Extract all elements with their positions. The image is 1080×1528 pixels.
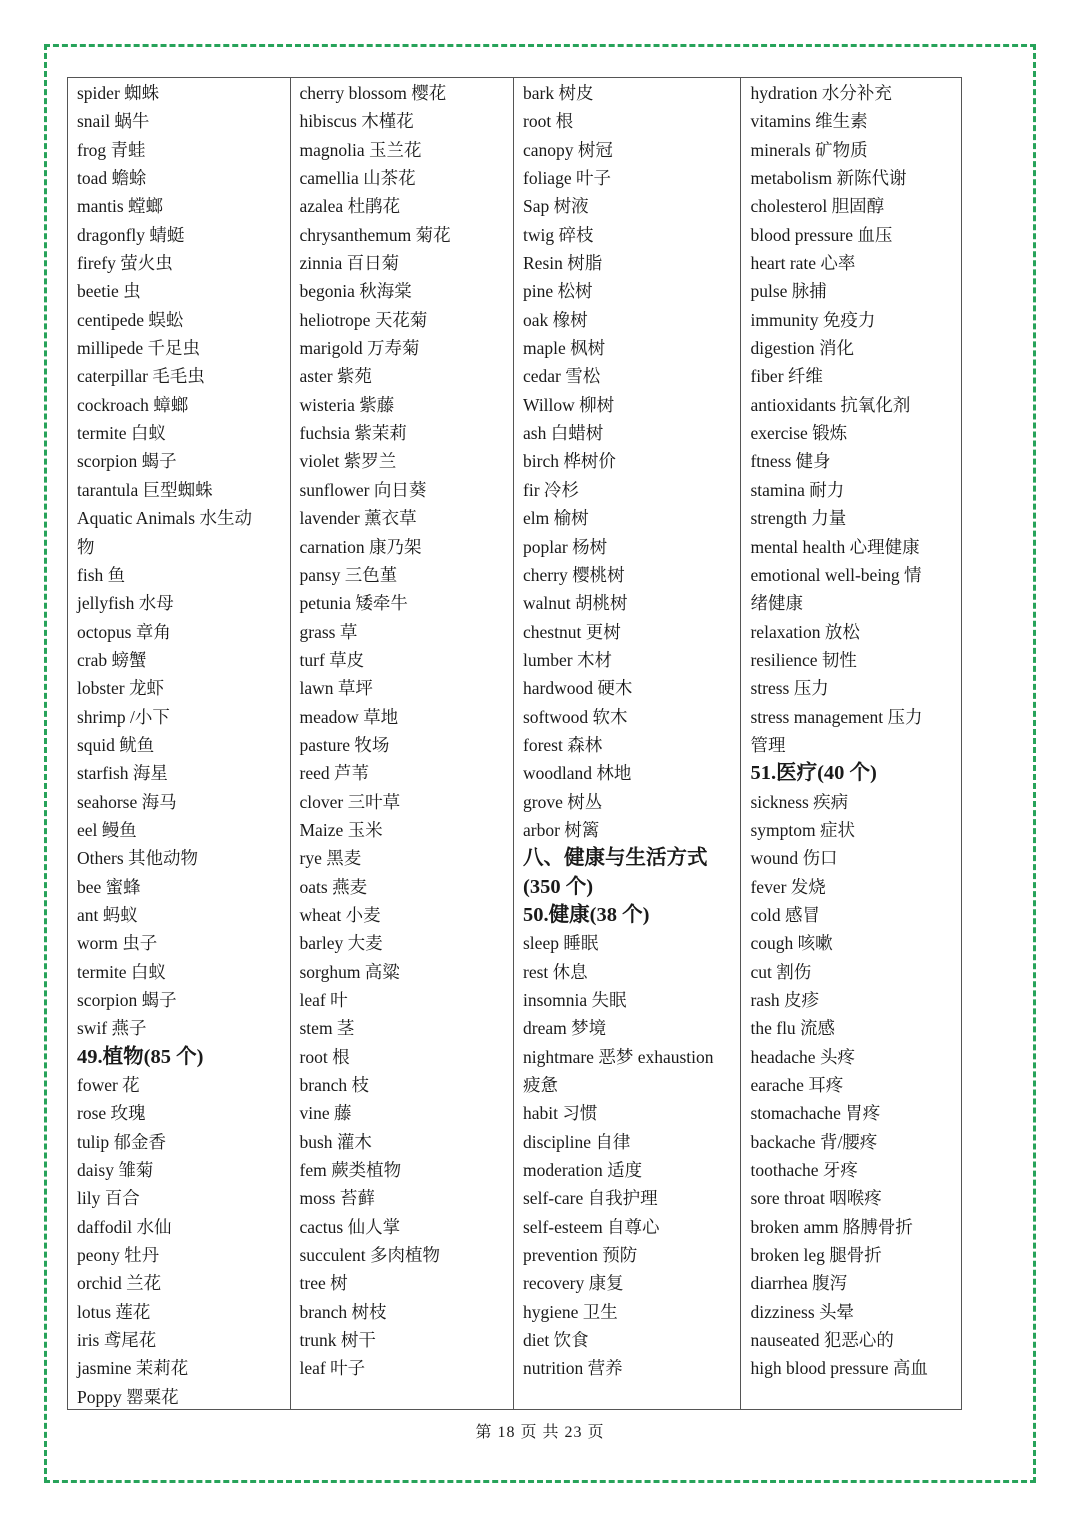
vocab-entry: stress management 压力 (750, 706, 923, 727)
vocab-entry: aster 紫苑 (299, 366, 372, 387)
vocab-entry: 50.健康(38 个) (523, 903, 650, 926)
vocab-entry: the flu 流感 (750, 1018, 836, 1039)
vocab-entry: Aquatic Animals 水生动 (77, 508, 252, 529)
vocab-entry: oats 燕麦 (299, 876, 368, 897)
vocab-entry: centipede 蜈蚣 (77, 309, 184, 330)
vocab-entry: ash 白蜡树 (523, 423, 604, 444)
vocab-entry: pulse 脉捕 (750, 281, 827, 302)
vocab-entry: lawn 草坪 (299, 678, 373, 699)
vocab-entry: cactus 仙人掌 (299, 1216, 401, 1237)
vocab-entry: root 根 (299, 1046, 350, 1067)
vocab-entry: stamina 耐力 (750, 479, 845, 500)
vocab-entry: pansy 三色堇 (299, 564, 398, 585)
vocab-entry: trunk 树干 (299, 1330, 376, 1351)
vocab-entry: oak 橡树 (523, 309, 588, 330)
vocab-entry: sickness 疾病 (750, 791, 849, 812)
vocab-entry: camellia 山茶花 (299, 168, 416, 189)
vocab-entry: fish 鱼 (77, 564, 126, 585)
vocab-entry: heart rate 心率 (750, 253, 856, 274)
vocab-entry: rest 休息 (523, 961, 588, 982)
vocab-entry: nauseated 犯恶心的 (750, 1330, 894, 1351)
vocab-entry: beetie 虫 (77, 281, 141, 302)
vocab-entry: fower 花 (77, 1075, 140, 1096)
vocab-entry: heliotrope 天花菊 (299, 309, 428, 330)
vocab-entry: reed 芦苇 (299, 763, 369, 784)
vocab-entry: grove 树丛 (523, 791, 603, 812)
vocab-entry: cedar 雪松 (523, 366, 601, 387)
vocab-entry: forest 森林 (523, 734, 603, 755)
vocab-entry: swif 燕子 (77, 1018, 147, 1039)
vocab-entry: nutrition 营养 (523, 1358, 623, 1379)
vocab-entry: moderation 适度 (523, 1160, 643, 1181)
vocab-entry: Maize 玉米 (299, 819, 383, 840)
vocab-entry: tree 树 (299, 1273, 348, 1294)
vocab-entry: jellyfish 水母 (77, 593, 174, 614)
vocab-entry: frog 青蛙 (77, 139, 146, 160)
vocab-entry: caterpillar 毛毛虫 (77, 366, 205, 387)
vocab-entry: termite 白蚁 (77, 423, 166, 444)
vocab-entry: stem 茎 (299, 1018, 355, 1039)
vocab-entry: foliage 叶子 (523, 168, 611, 189)
vocab-entry: tulip 郁金香 (77, 1131, 166, 1152)
vocab-entry: lumber 木材 (523, 649, 612, 670)
vocab-entry: dream 梦境 (523, 1018, 607, 1039)
vocab-entry: high blood pressure 高血 (750, 1358, 928, 1379)
vocab-entry: squid 鱿鱼 (77, 734, 155, 755)
vocab-entry: softwood 软木 (523, 706, 628, 727)
vocab-entry: cockroach 蟑螂 (77, 394, 189, 415)
vocab-entry: arbor 树篱 (523, 819, 600, 840)
vocab-entry: earache 耳疼 (750, 1075, 844, 1096)
vocab-entry: scorpion 蝎子 (77, 451, 177, 472)
vocab-entry: chestnut 更树 (523, 621, 621, 642)
vocab-entry: nightmare 恶梦 exhaustion (523, 1046, 714, 1067)
vocab-entry: peony 牡丹 (77, 1245, 160, 1266)
vocab-entry: lobster 龙虾 (77, 678, 165, 699)
vocab-entry: clover 三叶草 (299, 791, 401, 812)
vocab-entry: firefy 萤火虫 (77, 253, 173, 274)
vocab-entry: prevention 预防 (523, 1245, 638, 1266)
vocab-entry: snail 蜗牛 (77, 111, 150, 132)
vocab-entry: self-care 自我护理 (523, 1188, 658, 1209)
vocab-entry: dizziness 头晕 (750, 1301, 855, 1322)
vocab-entry: scorpion 蝎子 (77, 990, 177, 1010)
vocab-entry: relaxation 放松 (750, 621, 860, 642)
vocab-entry: chrysanthemum 菊花 (299, 224, 451, 245)
vocab-entry: tarantula 巨型蜘蛛 (77, 479, 213, 500)
vocab-entry: hygiene 卫生 (523, 1301, 618, 1322)
vocab-entry: blood pressure 血压 (750, 224, 893, 245)
vocab-entry: cough 咳嗽 (750, 933, 833, 954)
vocab-entry: fever 发烧 (750, 876, 826, 897)
vocab-entry: birch 桦树价 (523, 451, 616, 472)
vocab-entry: 管理 (750, 734, 786, 755)
vocab-entry: branch 枝 (299, 1075, 369, 1096)
vocab-entry: rye 黑麦 (299, 848, 362, 869)
vocab-entry: habit 习惯 (523, 1103, 598, 1124)
vocab-entry: self-esteem 自尊心 (523, 1216, 660, 1237)
vocab-entry: woodland 林地 (523, 763, 632, 784)
vocabulary-table (67, 77, 962, 1410)
vocab-entry: azalea 杜鹃花 (299, 196, 401, 217)
vocab-entry: Poppy 罂粟花 (77, 1386, 179, 1407)
vocab-entry: rash 皮疹 (750, 990, 820, 1010)
vocab-entry: leaf 叶子 (299, 1358, 366, 1379)
vocab-entry: termite 白蚁 (77, 961, 166, 982)
vocab-entry: Resin 树脂 (523, 253, 603, 274)
vocab-entry: broken amm 胳膊骨折 (750, 1216, 913, 1237)
vocab-entry: fem 蕨类植物 (299, 1160, 402, 1181)
vocab-entry: petunia 矮牵牛 (299, 593, 408, 614)
vocab-entry: lily 百合 (77, 1188, 140, 1209)
vocab-entry: toothache 牙疼 (750, 1160, 858, 1181)
vocab-entry: root 根 (523, 111, 574, 132)
vocab-entry: walnut 胡桃树 (523, 593, 628, 614)
vocab-entry: sleep 睡眠 (523, 933, 599, 954)
vocab-entry: stress 压力 (750, 678, 829, 699)
vocab-entry: crab 螃蟹 (77, 649, 147, 670)
vocab-entry: maple 枫树 (523, 338, 606, 359)
vocab-entry: cherry 樱桃树 (523, 564, 625, 585)
vocab-entry: Willow 柳树 (523, 394, 615, 415)
vocab-entry: fuchsia 紫茉莉 (299, 423, 407, 444)
vocab-entry: bee 蜜蜂 (77, 876, 141, 897)
vocab-entry: orchid 兰花 (77, 1273, 162, 1294)
vocab-entry: eel 鳗鱼 (77, 819, 137, 840)
vocab-entry: exercise 锻炼 (750, 423, 848, 444)
vocab-entry: wisteria 紫藤 (299, 394, 395, 415)
vocab-entry: daisy 雏菊 (77, 1160, 154, 1181)
vocab-entry: stomachache 胃疼 (750, 1103, 881, 1124)
vocab-entry: hardwood 硬木 (523, 678, 633, 699)
page-number: 第 18 页 共 23 页 (475, 1424, 605, 1441)
vocab-entry: 物 (77, 536, 95, 557)
vocab-entry: lotus 莲花 (77, 1301, 151, 1322)
vocab-entry: cherry blossom 樱花 (299, 83, 447, 103)
vocab-entry: symptom 症状 (750, 819, 856, 840)
vocab-entry: broken leg 腿骨折 (750, 1245, 882, 1266)
vocab-entry: vine 藤 (299, 1103, 352, 1124)
column-3 (514, 78, 741, 1409)
vocab-entry: octopus 章角 (77, 621, 171, 642)
vocab-entry: poplar 杨树 (523, 536, 608, 557)
vocab-entry: headache 头疼 (750, 1046, 855, 1067)
vocab-entry: starfish 海星 (77, 763, 168, 784)
column-2 (291, 78, 515, 1409)
vocab-entry: fir 冷杉 (523, 479, 579, 500)
vocab-entry: wheat 小麦 (299, 904, 381, 925)
vocab-entry: canopy 树冠 (523, 139, 613, 160)
vocab-entry: sunflower 向日葵 (299, 479, 427, 500)
vocab-entry: elm 榆树 (523, 508, 589, 529)
vocab-entry: hydration 水分补充 (750, 83, 892, 103)
vocab-entry: jasmine 茉莉花 (77, 1358, 189, 1379)
vocab-entry: turf 草皮 (299, 649, 365, 670)
vocab-entry: diarrhea 腹泻 (750, 1273, 848, 1294)
vocab-entry: bush 灌木 (299, 1131, 372, 1152)
vocab-entry: violet 紫罗兰 (299, 451, 397, 472)
vocab-entry: seahorse 海马 (77, 791, 177, 812)
vocab-entry: spider 蜘蛛 (77, 83, 160, 103)
vocab-entry: magnolia 玉兰花 (299, 139, 422, 160)
vocab-entry: Others 其他动物 (77, 848, 199, 869)
vocab-entry: fiber 纤维 (750, 366, 823, 387)
vocab-entry: 疲惫 (523, 1075, 558, 1096)
vocab-entry: immunity 免疫力 (750, 309, 876, 330)
vocab-entry: cut 割伤 (750, 961, 812, 982)
vocab-entry: recovery 康复 (523, 1273, 624, 1294)
vocab-entry: strength 力量 (750, 508, 847, 529)
vocab-entry: backache 背/腰疼 (750, 1131, 878, 1152)
vocab-entry: hibiscus 木槿花 (299, 111, 414, 132)
vocab-entry: moss 苔藓 (299, 1188, 375, 1209)
vocab-entry: millipede 千足虫 (77, 338, 200, 359)
vocab-entry: (350 个) (523, 875, 594, 898)
vocab-entry: iris 鸢尾花 (77, 1330, 157, 1351)
vocab-entry: succulent 多肉植物 (299, 1245, 440, 1266)
vocab-entry: rose 玫瑰 (77, 1103, 146, 1124)
vocab-entry: 49.植物(85 个) (77, 1045, 204, 1068)
vocab-entry: marigold 万寿菊 (299, 338, 420, 359)
vocab-entry: pasture 牧场 (299, 734, 390, 755)
vocab-entry: antioxidants 抗氧化剂 (750, 394, 911, 415)
vocab-entry: sorghum 高粱 (299, 961, 400, 982)
column-4 (741, 78, 961, 1409)
vocab-entry: daffodil 水仙 (77, 1216, 172, 1237)
vocab-entry: mantis 螳螂 (77, 196, 164, 217)
vocab-entry: sore throat 咽喉疼 (750, 1188, 882, 1209)
vocab-entry: zinnia 百日菊 (299, 253, 400, 274)
vocab-entry: diet 饮食 (523, 1330, 589, 1351)
vocab-entry: lavender 薰衣草 (299, 508, 417, 529)
vocab-entry: carnation 康乃架 (299, 536, 422, 557)
vocab-entry: meadow 草地 (299, 706, 399, 727)
vocab-entry: toad 蟾蜍 (77, 168, 147, 189)
vocab-entry: insomnia 失眠 (523, 990, 627, 1010)
vocab-entry: shrimp /小下 (77, 706, 170, 727)
vocab-entry: bark 树皮 (523, 83, 594, 103)
vocab-entry: emotional well-being 情 (750, 564, 922, 585)
vocab-entry: worm 虫子 (77, 933, 158, 954)
vocab-entry: 绪健康 (750, 593, 803, 614)
vocab-entry: barley 大麦 (299, 933, 383, 954)
vocab-entry: digestion 消化 (750, 338, 855, 359)
vocab-entry: resilience 韧性 (750, 649, 857, 670)
vocab-entry: branch 树枝 (299, 1301, 387, 1322)
vocab-entry: cholesterol 胆固醇 (750, 196, 885, 217)
vocab-entry: ant 蚂蚁 (77, 904, 138, 925)
vocab-entry: leaf 叶 (299, 990, 348, 1010)
vocab-entry: Sap 树液 (523, 196, 589, 217)
vocab-entry: 51.医疗(40 个) (750, 762, 877, 785)
vocab-entry: vitamins 维生素 (750, 111, 868, 132)
vocab-entry: minerals 矿物质 (750, 139, 868, 160)
vocab-entry: begonia 秋海棠 (299, 281, 412, 302)
vocab-entry: mental health 心理健康 (750, 536, 920, 557)
vocab-entry: ftness 健身 (750, 451, 831, 472)
column-1 (68, 78, 291, 1409)
vocab-entry: twig 碎枝 (523, 224, 594, 245)
vocab-entry: pine 松树 (523, 281, 593, 302)
vocab-entry: 八、健康与生活方式 (523, 847, 708, 870)
vocab-entry: cold 感冒 (750, 904, 820, 925)
vocab-entry: wound 伤口 (750, 848, 838, 869)
vocab-entry: dragonfly 蜻蜓 (77, 224, 185, 245)
vocab-entry: metabolism 新陈代谢 (750, 168, 907, 189)
vocab-entry: discipline 自律 (523, 1131, 631, 1152)
vocab-entry: grass 草 (299, 621, 358, 642)
